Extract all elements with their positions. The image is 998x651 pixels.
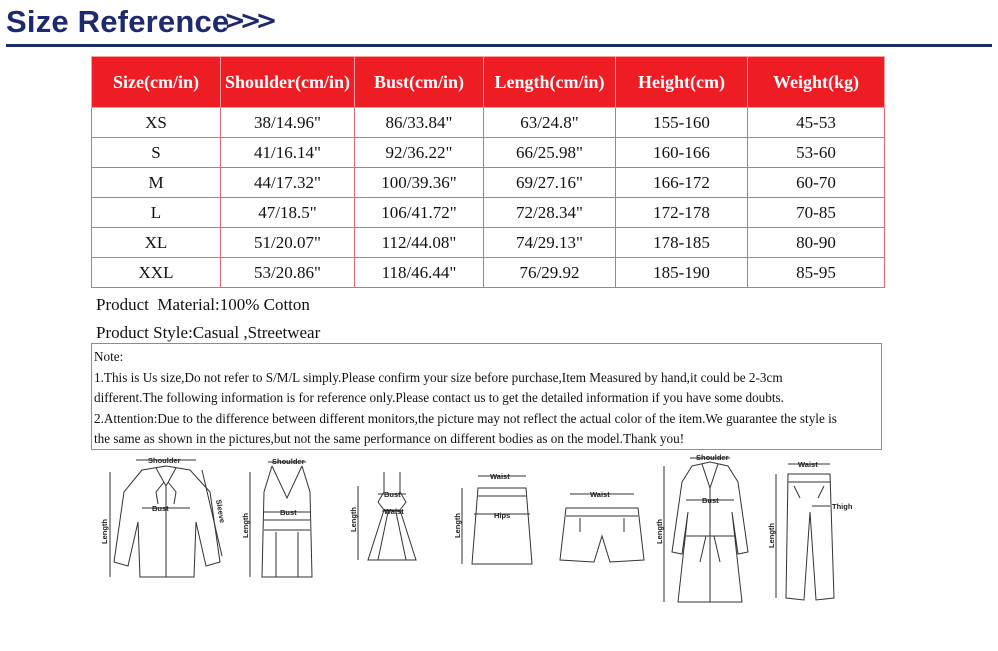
coat-shoulder-label: Shoulder <box>696 453 729 462</box>
blouse-sleeve-label: Sleeve <box>214 498 228 524</box>
table-cell: 155-160 <box>616 108 748 138</box>
shorts-illustration <box>550 452 650 587</box>
tank-shoulder-label: Shoulder <box>272 457 305 466</box>
table-cell: 166-172 <box>616 168 748 198</box>
table-cell: 80-90 <box>748 228 885 258</box>
column-header-bust: Bust(cm/in) <box>355 57 484 108</box>
shorts-waist-label: Waist <box>590 490 610 499</box>
size-table <box>91 56 885 288</box>
table-row <box>92 198 885 228</box>
pants-thigh-label: Thigh <box>832 502 853 511</box>
blouse-shoulder-label: Shoulder <box>148 456 181 465</box>
table-row <box>92 108 885 138</box>
pants-waist-label: Waist <box>798 460 818 469</box>
note-line: different.The following information is for reference only.Please contact us to get the detailed information if you have some doubts. <box>94 390 784 406</box>
coat-illustration <box>656 452 762 610</box>
column-header-shoulder: Shoulder(cm/in) <box>221 57 355 108</box>
table-cell: 51/20.07" <box>221 228 355 258</box>
table-row <box>92 138 885 168</box>
table-cell: S <box>92 138 221 168</box>
table-cell: 178-185 <box>616 228 748 258</box>
page-title: Size Reference <box>6 4 230 39</box>
table-cell: 44/17.32" <box>221 168 355 198</box>
tank-length-label: Length <box>241 513 250 538</box>
dress-bust-label: Bust <box>384 490 401 499</box>
tank-bust-label: Bust <box>280 508 297 517</box>
skirt-illustration <box>444 452 544 587</box>
table-cell: XL <box>92 228 221 258</box>
table-cell: 53-60 <box>748 138 885 168</box>
table-row <box>92 258 885 288</box>
table-cell: 172-178 <box>616 198 748 228</box>
column-header-length: Length(cm/in) <box>484 57 616 108</box>
table-cell: 60-70 <box>748 168 885 198</box>
dress-waist-label: Waist <box>384 507 404 516</box>
table-cell: 76/29.92 <box>484 258 616 288</box>
product-style: Product Style:Casual ,Streetwear <box>96 323 321 342</box>
table-cell: 70-85 <box>748 198 885 228</box>
column-header-height: Height(cm) <box>616 57 748 108</box>
note-box <box>91 343 882 450</box>
coat-bust-label: Bust <box>702 496 719 505</box>
table-cell: 66/25.98" <box>484 138 616 168</box>
chevron-right-icon: >>> <box>224 6 272 36</box>
note-line: the same as shown in the pictures,but not the same performance on different bodies as on the model.Thank you! <box>94 431 685 447</box>
dress-illustration <box>348 452 438 587</box>
dress-length-label: Length <box>349 507 358 532</box>
pants-illustration <box>768 452 862 610</box>
table-cell: M <box>92 168 221 198</box>
table-cell: 185-190 <box>616 258 748 288</box>
blouse-illustration <box>98 452 238 587</box>
table-cell: L <box>92 198 221 228</box>
table-header-row <box>92 57 885 108</box>
pants-length-label: Length <box>767 523 776 548</box>
note-line: 1.This is Us size,Do not refer to S/M/L simply.Please confirm your size before purchase,Item Measured by hand,it could be 2-3cm <box>94 369 783 385</box>
measurement-illustrations <box>92 452 862 612</box>
skirt-waist-label: Waist <box>490 472 510 481</box>
column-header-size: Size(cm/in) <box>92 57 221 108</box>
note-line: 2.Attention:Due to the difference between different monitors,the picture may not reflect the actual color of the item.We guarantee the style is <box>94 410 837 426</box>
table-row <box>92 228 885 258</box>
note-line: Note: <box>94 349 124 364</box>
table-cell: 41/16.14" <box>221 138 355 168</box>
skirt-length-label: Length <box>453 513 462 538</box>
table-cell: 112/44.08" <box>355 228 484 258</box>
table-cell: 100/39.36" <box>355 168 484 198</box>
table-cell: 47/18.5" <box>221 198 355 228</box>
blouse-bust-label: Bust <box>152 504 169 513</box>
table-cell: XXL <box>92 258 221 288</box>
table-cell: 85-95 <box>748 258 885 288</box>
table-cell: 106/41.72" <box>355 198 484 228</box>
table-cell: 74/29.13" <box>484 228 616 258</box>
table-cell: 92/36.22" <box>355 138 484 168</box>
table-cell: 72/28.34" <box>484 198 616 228</box>
table-cell: 69/27.16" <box>484 168 616 198</box>
product-material: Product Material:100% Cotton <box>96 295 310 314</box>
table-cell: 53/20.86" <box>221 258 355 288</box>
table-cell: 118/46.44" <box>355 258 484 288</box>
column-header-weight: Weight(kg) <box>748 57 885 108</box>
tank-illustration <box>242 452 332 587</box>
blouse-length-label: Length <box>100 519 109 544</box>
table-cell: 38/14.96" <box>221 108 355 138</box>
table-cell: 63/24.8" <box>484 108 616 138</box>
table-cell: 45-53 <box>748 108 885 138</box>
table-row <box>92 168 885 198</box>
table-cell: 86/33.84" <box>355 108 484 138</box>
table-cell: 160-166 <box>616 138 748 168</box>
header-divider <box>6 44 992 47</box>
table-cell: XS <box>92 108 221 138</box>
coat-length-label: Length <box>655 519 664 544</box>
skirt-hips-label: Hips <box>494 511 511 520</box>
